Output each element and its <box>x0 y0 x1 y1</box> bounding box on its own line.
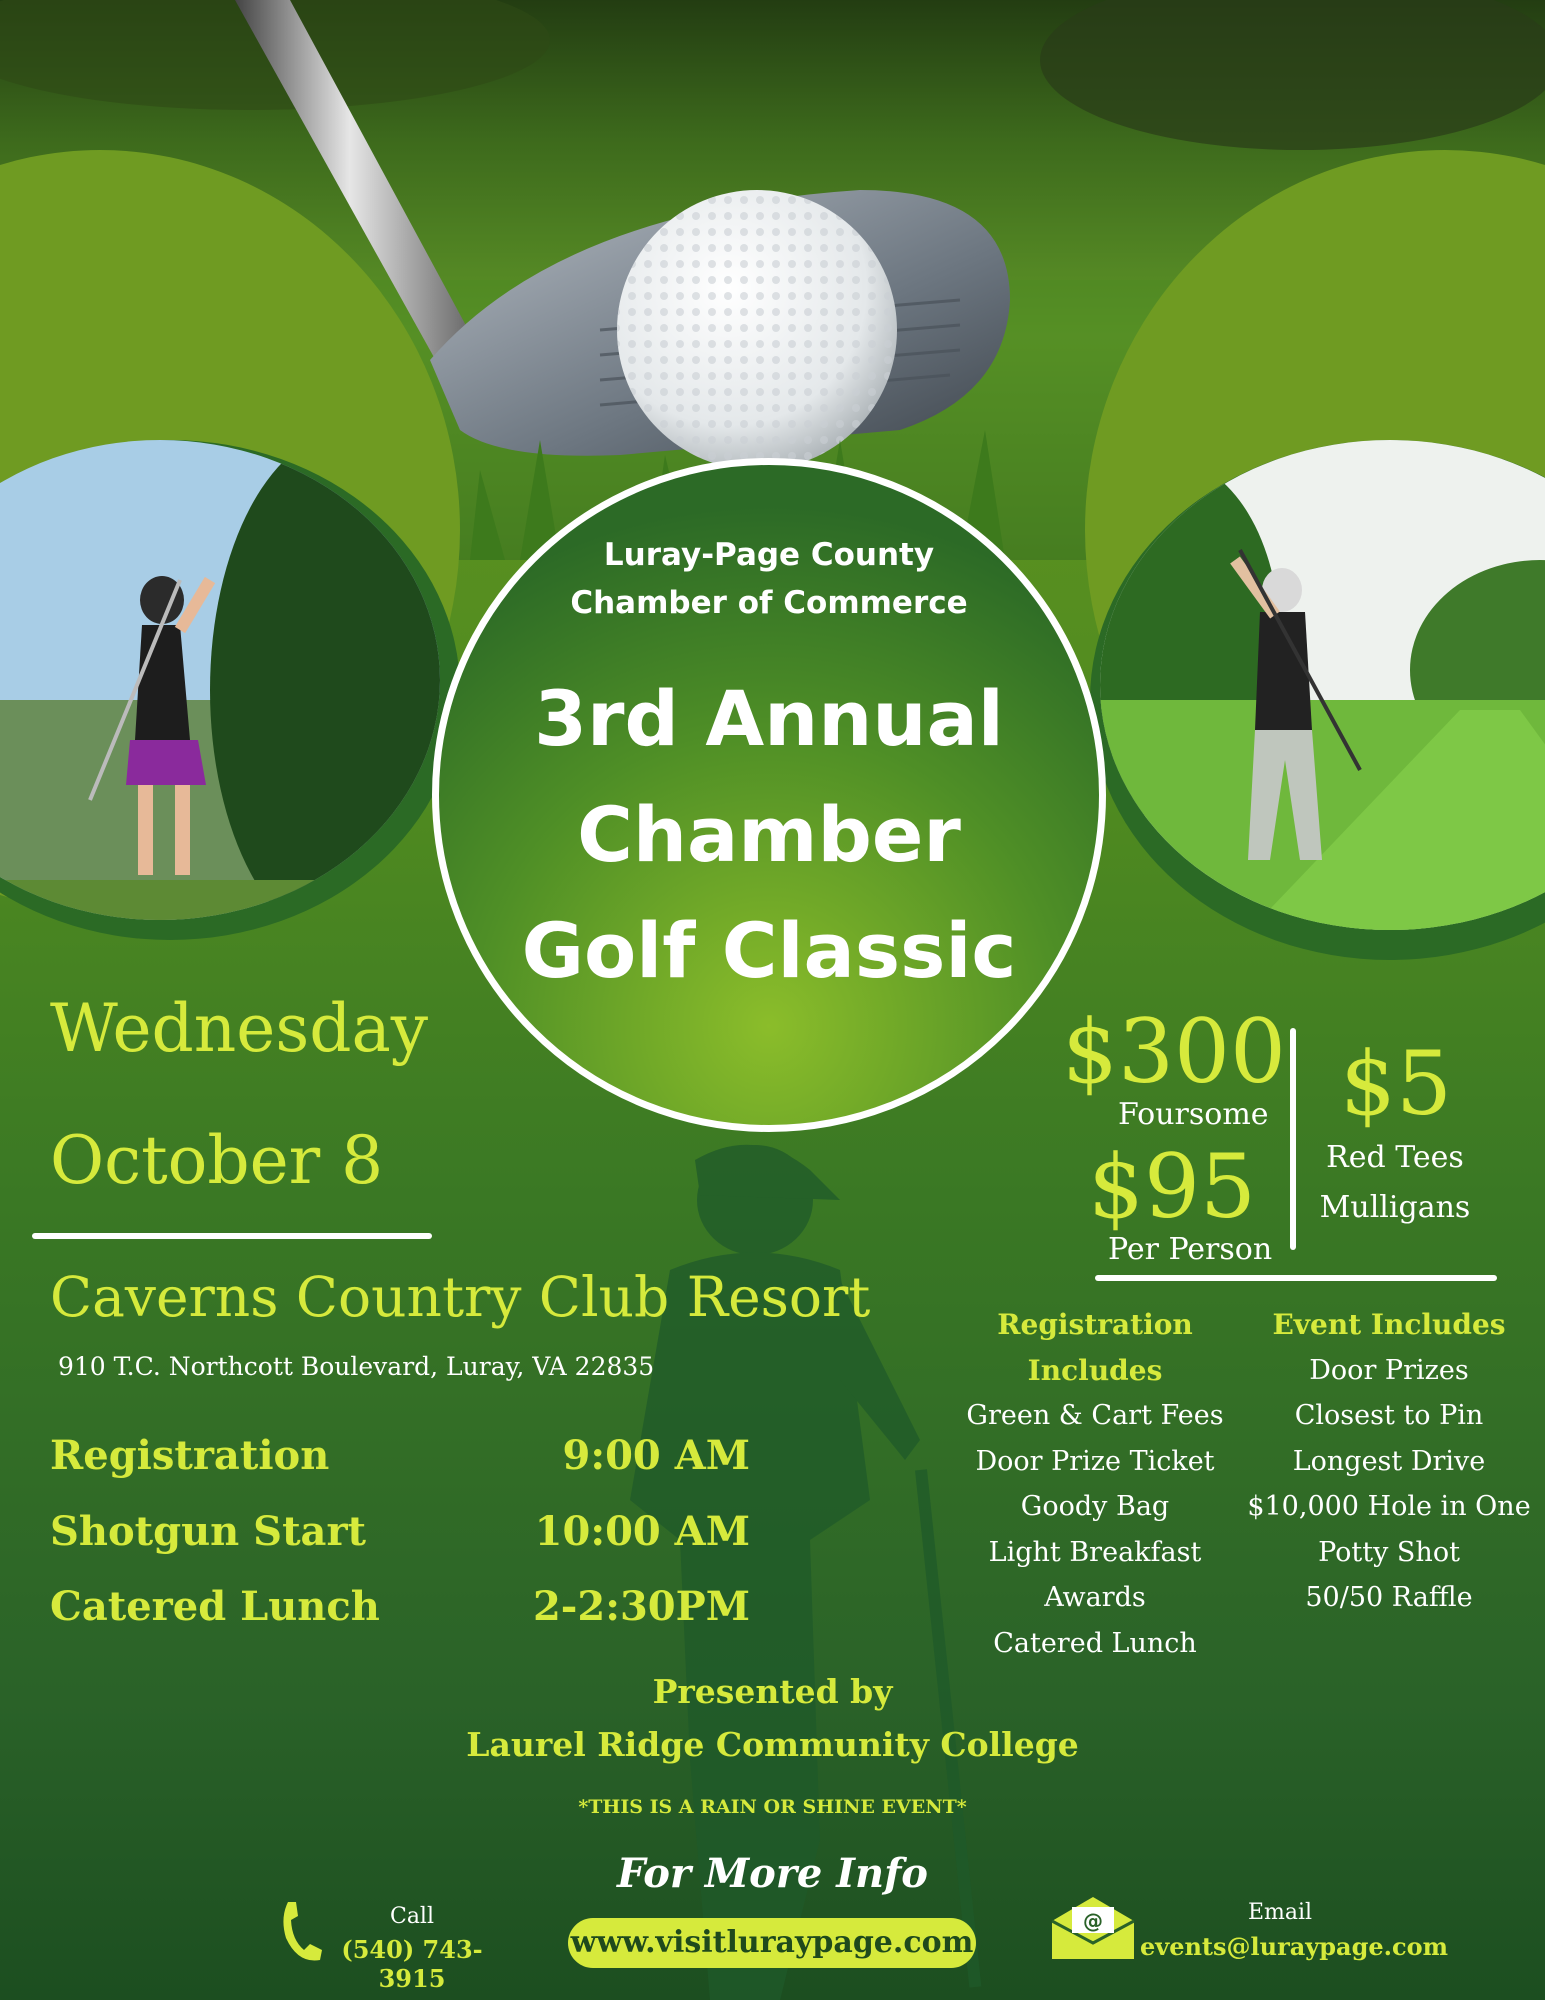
event-includes-heading: Event Includes <box>1272 1308 1506 1341</box>
email-address[interactable]: events@luraypage.com <box>1140 1932 1448 1961</box>
list-item: Catered Lunch <box>993 1627 1197 1659</box>
date-day: October 8 <box>50 1122 384 1199</box>
chamber-name: Luray-Page County Chamber of Commerce <box>570 537 968 621</box>
phone-icon <box>278 1898 324 1966</box>
list-item: $10,000 Hole in One <box>1247 1491 1531 1522</box>
schedule-label-shotgun: Shotgun Start <box>50 1508 367 1555</box>
price-person: $95 <box>1088 1135 1256 1238</box>
list-item: Light Breakfast <box>988 1536 1202 1568</box>
rain-or-shine-notice: *THIS IS A RAIN OR SHINE EVENT* <box>578 1796 967 1818</box>
list-item: Awards <box>1044 1582 1146 1613</box>
date-divider <box>32 1233 432 1239</box>
venue-address: 910 T.C. Northcott Boulevard, Luray, VA 22835 <box>58 1352 655 1381</box>
price-extras: $5 <box>1340 1032 1452 1135</box>
event-includes-list <box>1240 1302 1538 1621</box>
pricing-divider <box>1095 1275 1497 1281</box>
list-item: Green & Cart Fees <box>966 1400 1224 1431</box>
registration-includes-list <box>935 1302 1255 1666</box>
registration-includes-heading: Registration Includes <box>997 1308 1193 1387</box>
list-item: Door Prizes <box>1309 1354 1469 1386</box>
list-item: Closest to Pin <box>1294 1400 1484 1431</box>
website-link[interactable]: www.visitluraypage.com <box>568 1918 976 1968</box>
email-icon <box>1050 1895 1136 1961</box>
for-more-info-heading: For More Info <box>617 1850 928 1897</box>
schedule-label-lunch: Catered Lunch <box>50 1583 380 1630</box>
price-divider <box>1290 1028 1296 1250</box>
call-label: Call <box>389 1904 435 1929</box>
event-title: 3rd Annual Chamber Golf Classic <box>521 674 1017 995</box>
label-person: Per Person <box>1108 1232 1273 1267</box>
presenter-intro: Presented by <box>652 1672 893 1711</box>
list-item: Goody Bag <box>1020 1491 1170 1522</box>
label-foursome: Foursome <box>1118 1097 1269 1132</box>
list-item: Potty Shot <box>1318 1536 1460 1568</box>
presenter-name: Laurel Ridge Community College <box>466 1725 1079 1764</box>
price-foursome: $300 <box>1062 1000 1286 1103</box>
schedule-time-shotgun: 10:00 AM <box>534 1508 750 1555</box>
schedule-label-registration: Registration <box>50 1432 330 1479</box>
email-label: Email <box>1247 1900 1313 1925</box>
list-item: Door Prize Ticket <box>975 1445 1215 1477</box>
phone-number[interactable]: (540) 743-3915 <box>341 1935 483 1993</box>
schedule-time-lunch: 2-2:30PM <box>532 1583 750 1630</box>
schedule-time-registration: 9:00 AM <box>562 1432 750 1479</box>
list-item: 50/50 Raffle <box>1305 1582 1473 1613</box>
venue-name: Caverns Country Club Resort <box>50 1265 871 1329</box>
date-weekday: Wednesday <box>50 990 429 1067</box>
title-circle <box>432 458 1106 1132</box>
label-mulligans: Mulligans <box>1319 1190 1471 1225</box>
list-item: Longest Drive <box>1292 1445 1486 1477</box>
svg-text:@: @ <box>1083 1909 1103 1933</box>
label-red-tees: Red Tees <box>1326 1140 1464 1175</box>
